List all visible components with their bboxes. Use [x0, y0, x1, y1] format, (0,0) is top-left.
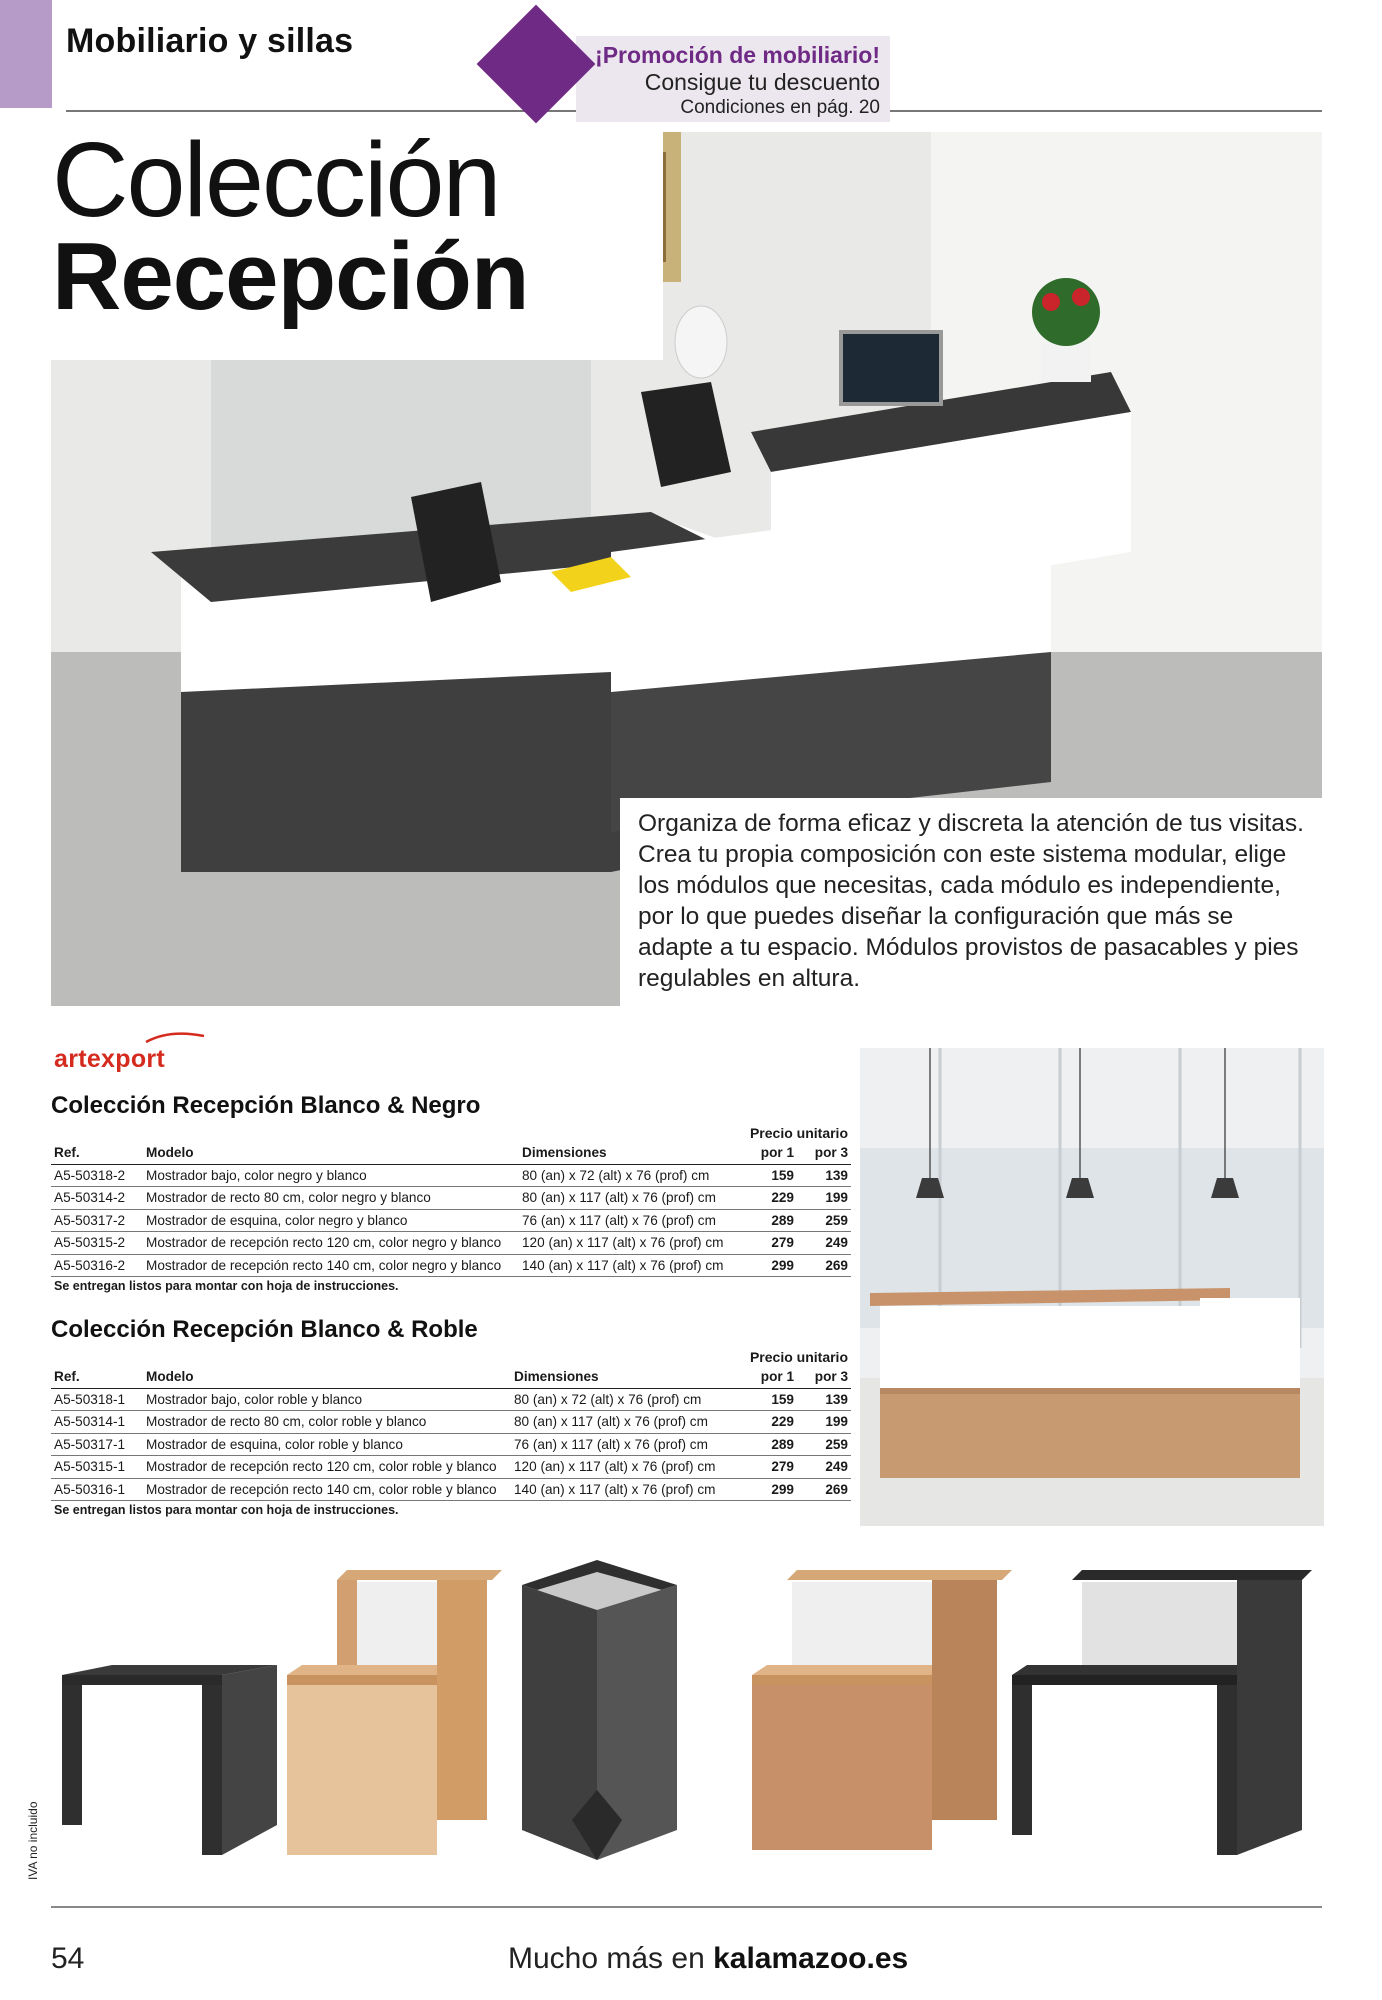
- cell-ref: A5-50315-1: [51, 1456, 143, 1479]
- price-header: Precio unitario: [749, 1349, 848, 1365]
- cell-ref: A5-50318-1: [51, 1388, 143, 1411]
- page-title-bold: Recepción: [52, 223, 529, 330]
- footer-site-link[interactable]: kalamazoo.es: [713, 1942, 909, 1975]
- cell-modelo: Mostrador de recepción recto 120 cm, color negro y blanco: [143, 1232, 519, 1255]
- cell-ref: A5-50314-2: [51, 1187, 143, 1210]
- cell-dimensiones: 120 (an) x 117 (alt) x 76 (prof) cm: [519, 1232, 741, 1255]
- cell-modelo: Mostrador de recto 80 cm, color roble y blanco: [143, 1411, 511, 1434]
- cell-dimensiones: 80 (an) x 117 (alt) x 76 (prof) cm: [519, 1187, 741, 1210]
- cell-por3: 249: [797, 1456, 851, 1479]
- cell-dimensiones: 140 (an) x 117 (alt) x 76 (prof) cm: [511, 1478, 741, 1501]
- cell-ref: A5-50317-1: [51, 1433, 143, 1456]
- cell-modelo: Mostrador bajo, color roble y blanco: [143, 1388, 511, 1411]
- cell-por3: 139: [797, 1388, 851, 1411]
- cell-ref: A5-50318-2: [51, 1164, 143, 1187]
- cell-modelo: Mostrador bajo, color negro y blanco: [143, 1164, 519, 1187]
- col-por1: por 1: [741, 1142, 797, 1164]
- promo-banner[interactable]: [576, 36, 890, 122]
- footer-text: Mucho más en: [508, 1942, 714, 1975]
- product-lineup: [52, 1560, 1327, 1870]
- cell-ref: A5-50316-1: [51, 1478, 143, 1501]
- cell-por1: 229: [741, 1411, 797, 1434]
- table-header-row: [51, 1142, 851, 1164]
- promo-conditions: Condiciones en pág. 20: [680, 97, 880, 118]
- col-por1: por 1: [741, 1366, 797, 1388]
- cell-por3: 269: [797, 1478, 851, 1501]
- cell-por1: 299: [741, 1254, 797, 1277]
- col-por3: por 3: [797, 1366, 851, 1388]
- section-title: Mobiliario y sillas: [66, 22, 354, 60]
- cell-por3: 139: [797, 1164, 851, 1187]
- table-row: [51, 1209, 851, 1232]
- table-header-row: [51, 1366, 851, 1388]
- cell-por1: 289: [741, 1209, 797, 1232]
- cell-por3: 259: [797, 1433, 851, 1456]
- col-ref: Ref.: [51, 1366, 143, 1388]
- table-note: Se entregan listos para montar con hoja de instrucciones.: [54, 1279, 399, 1293]
- table-row: [51, 1388, 851, 1411]
- col-modelo: Modelo: [143, 1366, 511, 1388]
- cell-por3: 199: [797, 1187, 851, 1210]
- cell-dimensiones: 80 (an) x 117 (alt) x 76 (prof) cm: [511, 1411, 741, 1434]
- cell-modelo: Mostrador de esquina, color negro y blanco: [143, 1209, 519, 1232]
- footer-tagline: [508, 1942, 908, 1976]
- table-row: [51, 1187, 851, 1210]
- cell-dimensiones: 76 (an) x 117 (alt) x 76 (prof) cm: [519, 1209, 741, 1232]
- table-title: Colección Recepción Blanco & Negro: [51, 1092, 481, 1119]
- cell-por3: 259: [797, 1209, 851, 1232]
- table-row: [51, 1433, 851, 1456]
- cell-dimensiones: 80 (an) x 72 (alt) x 76 (prof) cm: [511, 1388, 741, 1411]
- price-table: [51, 1366, 851, 1501]
- table-note: Se entregan listos para montar con hoja de instrucciones.: [54, 1503, 399, 1517]
- table-row: [51, 1411, 851, 1434]
- price-table: [51, 1142, 851, 1277]
- col-ref: Ref.: [51, 1142, 143, 1164]
- cell-por3: 269: [797, 1254, 851, 1277]
- description-box: [620, 798, 1322, 1006]
- table-row: [51, 1164, 851, 1187]
- cell-modelo: Mostrador de recepción recto 140 cm, color roble y blanco: [143, 1478, 511, 1501]
- cell-dimensiones: 120 (an) x 117 (alt) x 76 (prof) cm: [511, 1456, 741, 1479]
- cell-ref: A5-50317-2: [51, 1209, 143, 1232]
- table-title: Colección Recepción Blanco & Roble: [51, 1316, 478, 1343]
- cell-por1: 159: [741, 1388, 797, 1411]
- cell-modelo: Mostrador de recepción recto 140 cm, color negro y blanco: [143, 1254, 519, 1277]
- table-row: [51, 1232, 851, 1255]
- cell-por3: 249: [797, 1232, 851, 1255]
- vat-note: IVA no incluido: [26, 1801, 40, 1880]
- product-table-black-white: [51, 1092, 851, 1295]
- page-number: 54: [51, 1942, 85, 1975]
- promo-subtitle: Consigue tu descuento: [644, 69, 880, 95]
- cell-por1: 289: [741, 1433, 797, 1456]
- cell-por1: 229: [741, 1187, 797, 1210]
- col-dimensiones: Dimensiones: [511, 1366, 741, 1388]
- product-table-white-oak: [51, 1316, 851, 1519]
- oak-reception-photo: [860, 1048, 1324, 1526]
- section-color-tab: [0, 0, 52, 108]
- description-text: Organiza de forma eficaz y discreta la atención de tus visitas. Crea tu propia composición con este sistema modular, elige los módulos que necesitas, cada módulo es independiente, por lo que puedes diseñar la configuración que más se adapte a tu espacio. Módulos provistos de pasacables y pies regulables en altura.: [638, 810, 1304, 992]
- cell-por1: 279: [741, 1232, 797, 1255]
- col-modelo: Modelo: [143, 1142, 519, 1164]
- brand-logo: artexport: [54, 1045, 166, 1073]
- cell-por1: 299: [741, 1478, 797, 1501]
- table-row: [51, 1456, 851, 1479]
- cell-dimensiones: 76 (an) x 117 (alt) x 76 (prof) cm: [511, 1433, 741, 1456]
- col-dimensiones: Dimensiones: [519, 1142, 741, 1164]
- cell-dimensiones: 140 (an) x 117 (alt) x 76 (prof) cm: [519, 1254, 741, 1277]
- col-por3: por 3: [797, 1142, 851, 1164]
- cell-ref: A5-50315-2: [51, 1232, 143, 1255]
- table-row: [51, 1478, 851, 1501]
- price-header: Precio unitario: [749, 1125, 848, 1141]
- footer-divider: [51, 1906, 1322, 1908]
- cell-ref: A5-50316-2: [51, 1254, 143, 1277]
- cell-modelo: Mostrador de esquina, color roble y blanco: [143, 1433, 511, 1456]
- promo-title: ¡Promoción de mobiliario!: [595, 42, 880, 68]
- cell-modelo: Mostrador de recepción recto 120 cm, color roble y blanco: [143, 1456, 511, 1479]
- cell-por1: 279: [741, 1456, 797, 1479]
- cell-por3: 199: [797, 1411, 851, 1434]
- cell-por1: 159: [741, 1164, 797, 1187]
- table-row: [51, 1254, 851, 1277]
- cell-dimensiones: 80 (an) x 72 (alt) x 76 (prof) cm: [519, 1164, 741, 1187]
- cell-ref: A5-50314-1: [51, 1411, 143, 1434]
- page-title-light: Colección: [52, 121, 500, 239]
- cell-modelo: Mostrador de recto 80 cm, color negro y blanco: [143, 1187, 519, 1210]
